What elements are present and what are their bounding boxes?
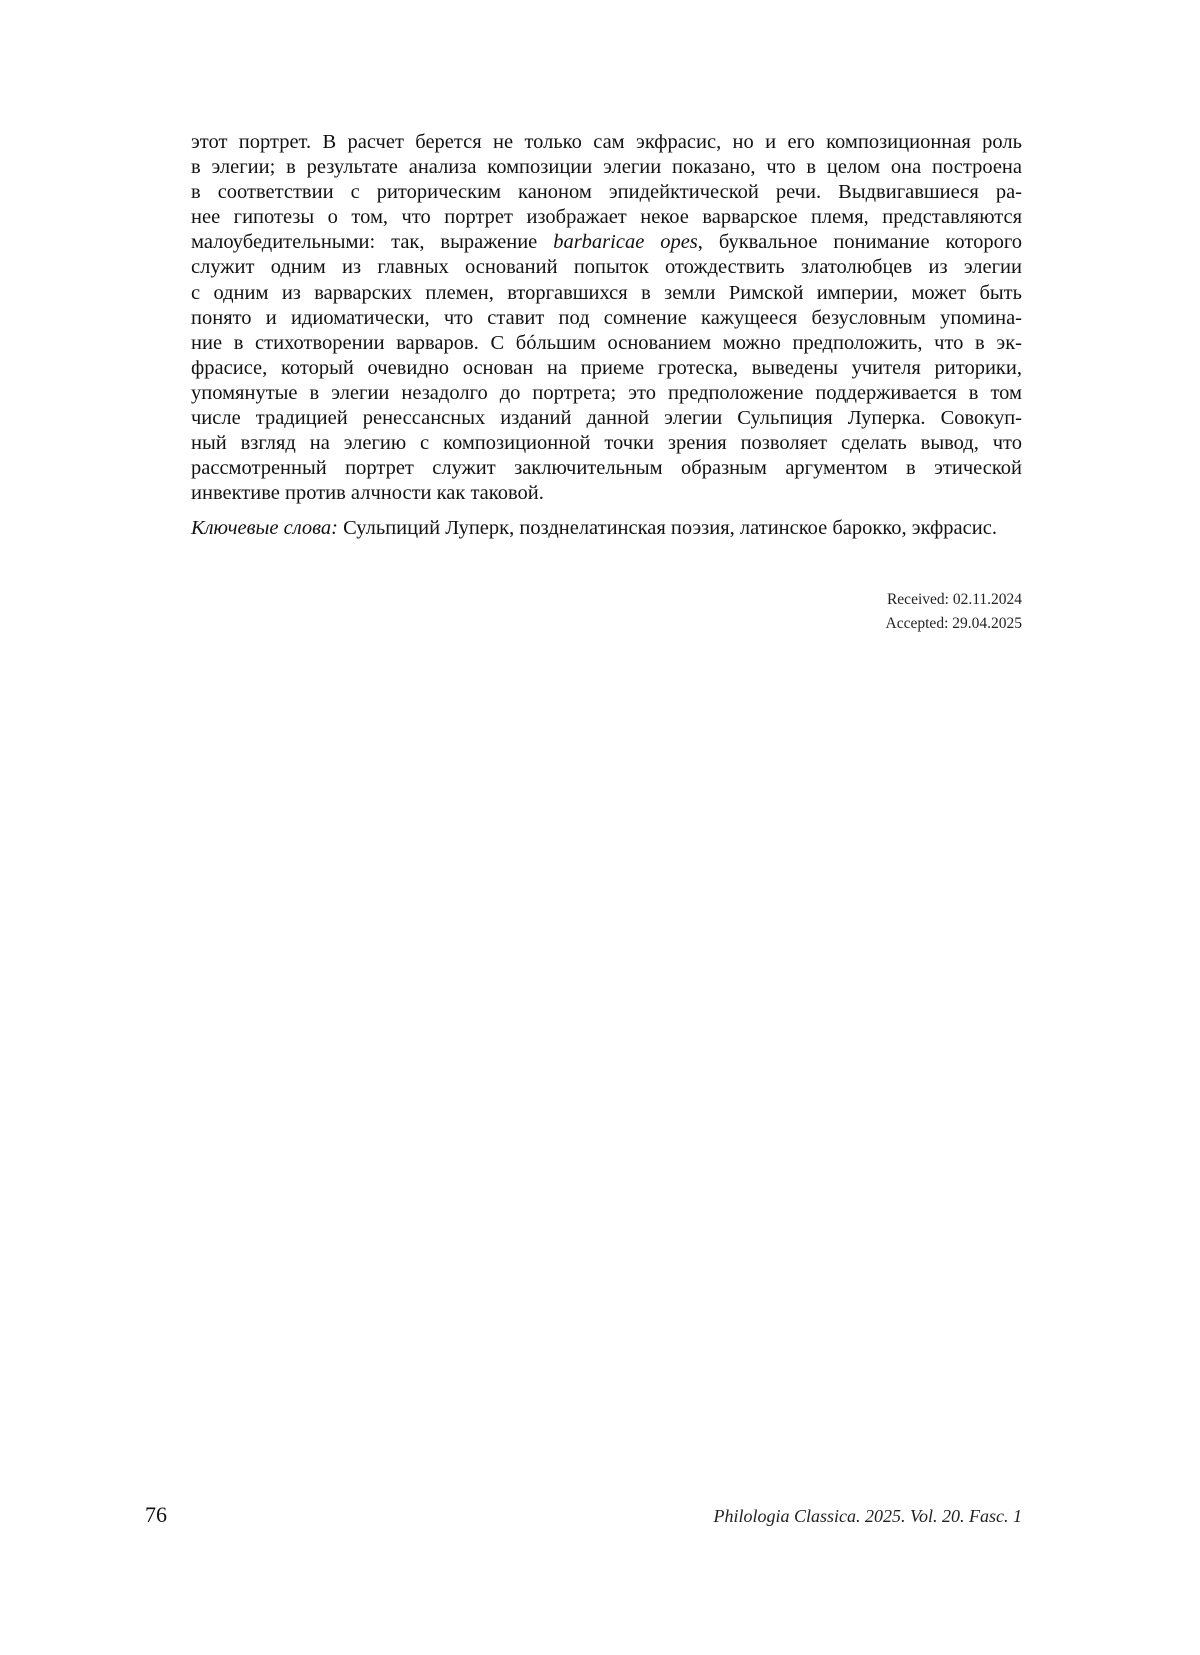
abstract-line: в соответствии с риторическим каноном эпидейктической речи. Выдвигавшиеся ра- [191, 181, 1022, 204]
abstract-line: инвективе против алчности как таковой. [191, 482, 544, 505]
article-text-block [191, 130, 1022, 542]
page-number: 76 [145, 1502, 167, 1527]
abstract-line: числе традицией ренессансных изданий данной элегии Сульпиция Луперка. Совокуп- [191, 407, 1022, 430]
abstract-line: рассмотренный портрет служит заключительным образным аргументом в этической [191, 457, 1022, 480]
abstract-paragraph [191, 130, 1022, 506]
keywords-label: Ключевые слова: [191, 517, 338, 540]
abstract-line: с одним из варварских племен, вторгавшихся в земли Римской империи, может быть [191, 281, 1022, 304]
abstract-line-with-latin [191, 230, 1022, 255]
abstract-line-part: малоубедительными: так, выражение [191, 231, 554, 254]
abstract-line: служит одним из главных оснований попыток отождествить златолюбцев из элегии [191, 256, 1022, 279]
submission-dates [886, 588, 1022, 636]
accepted-date: Accepted: 29.04.2025 [885, 615, 1022, 632]
abstract-line: упомянутые в элегии незадолго до портрета; это предположение поддерживается в том [191, 381, 1022, 404]
abstract-line: понято и идиоматически, что ставит под сомнение кажущееся безусловным упомина- [191, 306, 1022, 329]
abstract-line: этот портрет. В расчет берется не только сам экфрасис, но и его композиционная роль [191, 131, 1022, 153]
abstract-line: ный взгляд на элегию с композиционной точки зрения позволяет сделать вывод, что [191, 432, 1022, 455]
abstract-line-part: , буквальное понимание которого [697, 231, 1022, 254]
keywords-text: Сульпиций Луперк, позднелатинская поэзия, латинское барокко, экфрасис. [338, 517, 997, 540]
latin-term: barbaricae opes [553, 231, 698, 254]
keywords-paragraph [191, 516, 1022, 541]
abstract-line: фрасисе, который очевидно основан на приеме гротеска, выведены учителя риторики, [191, 356, 1022, 379]
abstract-line: ние в стихотворении варваров. С бóльшим основанием можно предположить, что в эк- [191, 331, 1022, 354]
journal-citation: Philologia Classica. 2025. Vol. 20. Fasc. 1 [713, 1506, 1022, 1526]
received-date: Received: 02.11.2024 [886, 591, 1022, 608]
abstract-line: нее гипотезы о том, что портрет изображает некое варварское племя, представляются [191, 206, 1022, 229]
abstract-line: в элегии; в результате анализа композиции элегии показано, что в целом она построена [191, 156, 1022, 179]
